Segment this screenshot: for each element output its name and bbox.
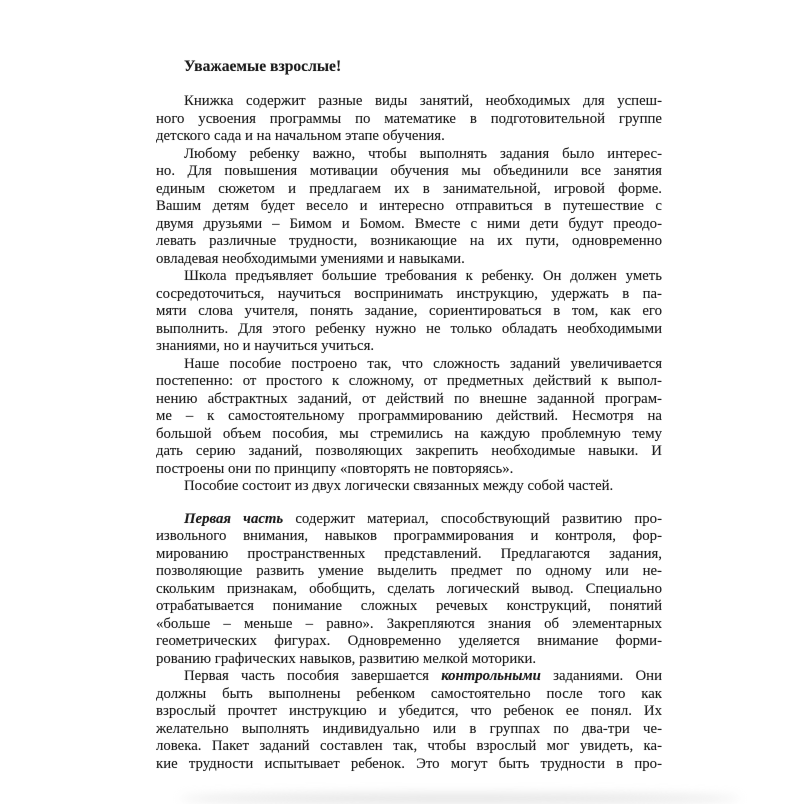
text-segment: Наше пособие построено так, что сложность заданий увеличивается [184,355,662,372]
text-segment: ме – к самостоятельному программированию действий. Несмотря на [156,408,662,424]
paragraph [156,356,662,479]
text-segment: сосредоточиться, научиться воспринимать инструкцию, удержать в па- [156,285,662,302]
text-segment: кие трудности испытывает ребенок. Это могут быть трудности в про- [156,755,662,772]
text-segment: взрослый прочтет инструкцию и убедится, что ребенок ее понял. Их [156,703,662,719]
text-segment: желательно выполнять индивидуально или в группах по два-три че- [156,720,662,737]
text-line [156,391,662,409]
text-segment: постепенно: от простого к сложному, от предметных действий к выпол- [156,373,662,389]
text-line [156,93,662,111]
paragraphs-container [156,93,662,773]
text-segment: нению абстрактных заданий, от действий по внешне заданной програм- [156,390,662,407]
text-line [156,633,662,651]
text-line [156,756,662,774]
text-line [156,528,662,546]
paragraph [156,511,662,669]
text-line [156,338,662,356]
text-segment: должны быть выполнены ребенком самостоятельно после того как [156,685,662,702]
text-segment: большой объем пособия, мы стремились на каждую проблемную тему [156,425,662,442]
text-line [156,233,662,251]
text-line [156,563,662,581]
text-line [156,373,662,391]
text-line [156,546,662,564]
page-title: Уважаемые взрослые! [184,58,342,75]
text-segment: овладевая необходимыми умениями и навыками. [156,250,465,267]
text-line [156,478,662,496]
text-line [156,181,662,199]
text-line [156,443,662,461]
text-line [156,581,662,599]
text-line [156,111,662,129]
text-line [156,163,662,181]
text-line [156,216,662,234]
text-segment: геометрических фигурах. Одновременно уделяется внимание форми- [156,633,662,649]
text-line [156,146,662,164]
text-segment: Первая часть пособия завершается [184,668,442,684]
text-segment: мяти слова учителя, понять задание, сориентироваться в том, как его [156,303,662,319]
text-segment: рованию графических навыков, развитию мелкой моторики. [156,650,537,667]
text-segment: Книжка содержит разные виды занятий, необходимых для успеш- [184,93,662,109]
text-line [156,668,662,686]
text-segment: отрабатывается понимание сложных речевых конструкций, понятий [156,598,662,614]
text-line [156,303,662,321]
text-segment: заданиями. Они [540,668,662,684]
text-segment: дать серию заданий, позволяющих закрепить необходимые навыки. И [156,443,662,459]
text-segment: контрольными [441,668,541,684]
text-line [156,598,662,616]
text-line [156,461,662,479]
text-line [156,616,662,634]
text-segment: знаниями, но и научиться учиться. [156,338,375,354]
text-segment: ного усвоения программы по математике в подготовительной группе [156,110,662,127]
paragraph [156,478,662,496]
text-segment: ловека. Пакет заданий составлен так, чтобы взрослый мог увидеть, ка- [156,738,662,754]
paragraph [156,146,662,269]
text-line [156,321,662,339]
paragraph [156,268,662,356]
text-segment: позволяющие развить умение выделить предмет по одному или не- [156,563,662,579]
text-line [156,128,662,146]
text-line [156,268,662,286]
paragraph [156,93,662,146]
text-segment: единым сюжетом и предлагаем их в занимательной, игровой форме. [156,180,662,197]
text-segment: содержит материал, способствующий развитию про- [283,510,662,527]
text-line [156,738,662,756]
text-line [156,721,662,739]
text-segment: левать различные трудности, возникающие на их пути, одновременно [156,233,662,249]
text-segment: извольного внимания, навыков программирования и контроля, фор- [156,528,662,544]
text-segment: но. Для повышения мотивации обучения мы объединили все занятия [156,163,662,179]
text-segment: двумя друзьями – Бимом и Бомом. Вместе с ними дети будут преодо- [156,215,662,232]
scan-shadow-artifact [180,793,740,804]
paragraph [156,668,662,773]
text-line [156,408,662,426]
text-line [156,426,662,444]
text-line [156,511,662,529]
text-block [156,58,662,773]
text-segment: Первая часть [184,510,284,527]
text-segment: выполнить. Для этого ребенку нужно не только обладать необходимыми [156,320,662,337]
text-line [156,356,662,374]
text-segment: Вашим детям будет весело и интересно отправиться в путешествие с [156,198,662,214]
text-segment: скольким признакам, обобщить, сделать логический вывод. Специально [156,580,662,597]
text-segment: Любому ребенку важно, чтобы выполнять задания было интерес- [184,145,662,162]
text-line [156,198,662,216]
text-segment: мированию пространственных представлений. Предлагаются задания, [156,545,662,562]
text-line [156,703,662,721]
text-line [156,251,662,269]
text-line [156,651,662,669]
text-segment: Пособие состоит из двух логически связанных между собой частей. [184,478,614,494]
text-line [156,286,662,304]
text-segment: построены они по принципу «повторять не повторяясь». [156,460,514,477]
text-line [156,686,662,704]
text-segment: «больше – меньше – равно». Закрепляются знания об элементарных [156,615,662,632]
text-segment: детского сада и на начальном этапе обучения. [156,128,445,144]
text-segment: Школа предъявляет большие требования к ребенку. Он должен уметь [184,268,662,284]
